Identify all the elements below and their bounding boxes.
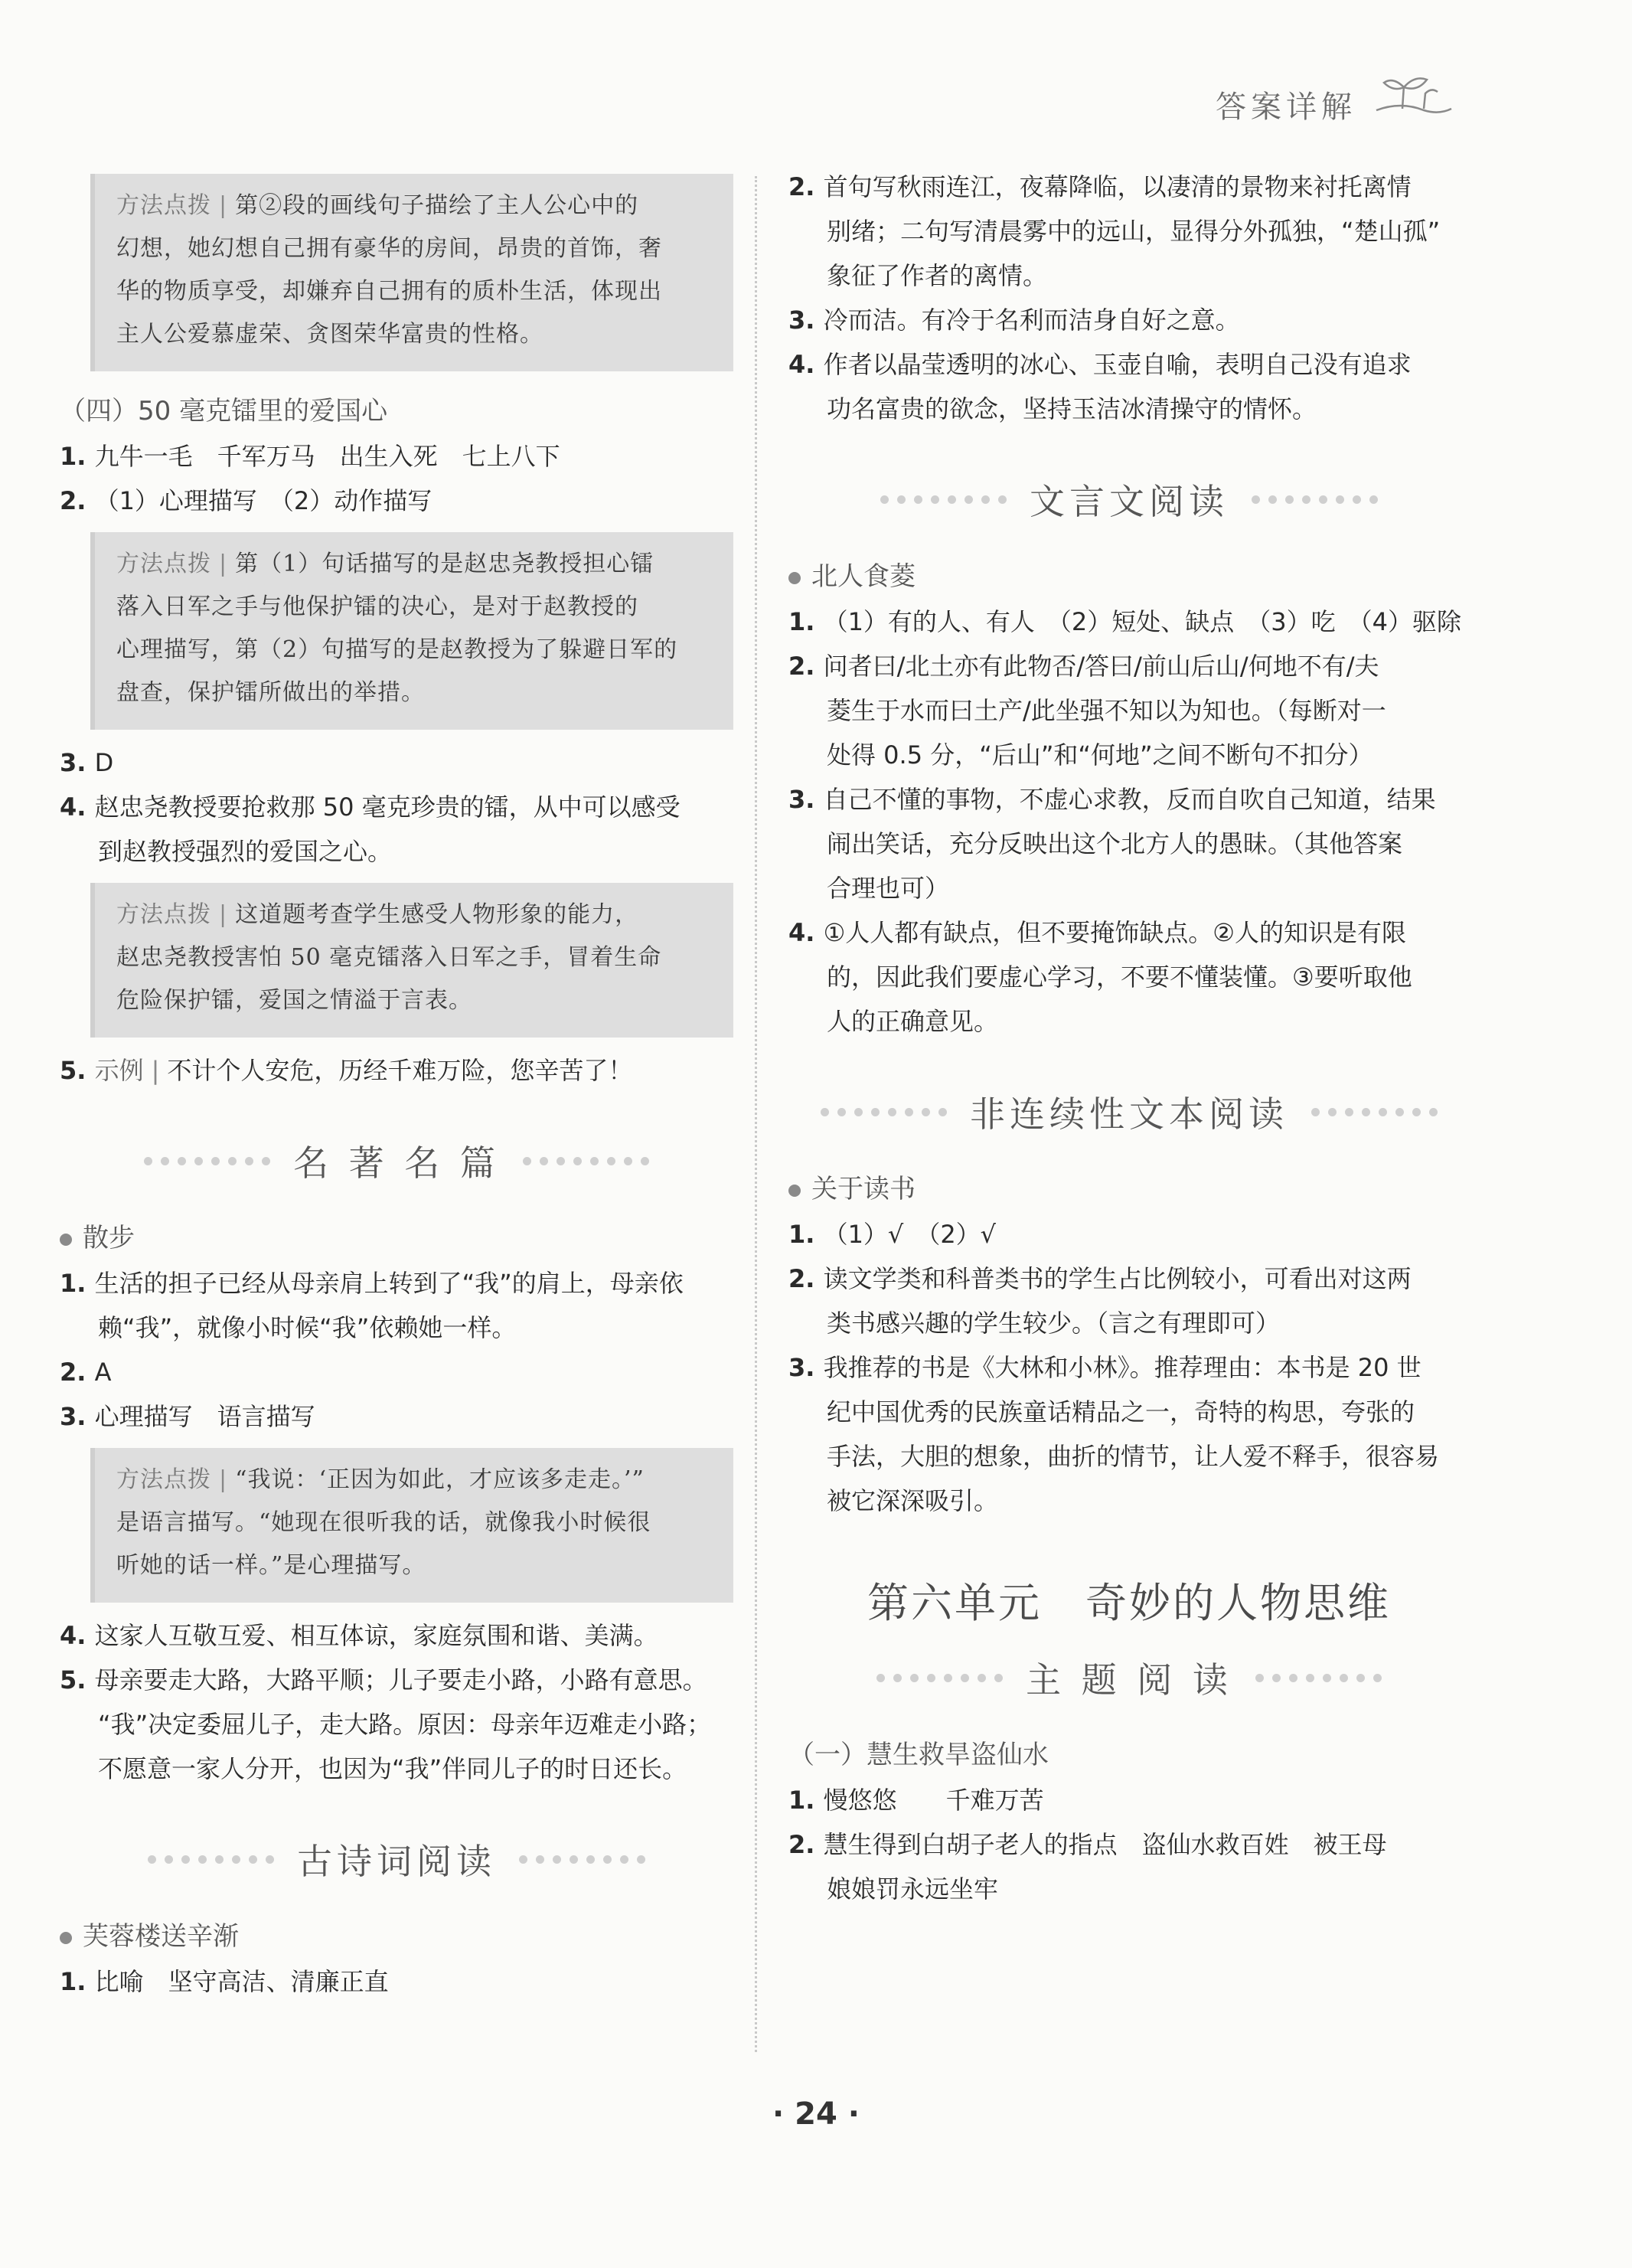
answer-item: 1. 慢悠悠 千难万苦 (788, 1786, 1044, 1815)
section-title: 名 著 名 篇 (293, 1142, 500, 1184)
example-label: 示例 (94, 1056, 144, 1085)
column-divider (755, 176, 757, 2052)
answer-item: 4. ①人人都有缺点，但不要掩饰缺点。②人的知识是有限 (788, 918, 1406, 947)
answer-item: 3. 我推荐的书是《大林和小林》。推荐理由：本书是 20 世 (788, 1353, 1421, 1382)
answer-item: 4. 赵忠尧教授要抢救那 50 毫克珍贵的镭，从中可以感受 (60, 792, 681, 822)
answer-item: 1. （1）有的人、有人 （2）短处、缺点 （3）吃 （4）驱除 (788, 607, 1462, 636)
right-column (788, 165, 1470, 2023)
section-title: 主 题 阅 读 (1026, 1659, 1232, 1701)
dots-decoration (519, 1855, 645, 1864)
bullet-icon (60, 1932, 72, 1944)
answer-item-continued: 别绪；二句写清晨雾中的远山，显得分外孤独，“楚山孤” (827, 217, 1441, 246)
answer-item-continued: 功名富贵的欲念，坚持玉洁冰清操守的情怀。 (827, 394, 1317, 423)
answer-item: 4. 这家人互敬互爱、相互体谅，家庭氛围和谐、美满。 (60, 1621, 658, 1650)
answer-item-continued: 手法，大胆的想象，曲折的情节，让人爱不释手，很容易 (827, 1442, 1440, 1471)
subsection-title: （一）慧生救旱盗仙水 (788, 1740, 1049, 1770)
answer-item-continued: 纪中国优秀的民族童话精品之一，奇特的构思，夸张的 (827, 1397, 1415, 1426)
section-title: 古诗词阅读 (297, 1841, 496, 1882)
subsection-title: 散步 (60, 1215, 733, 1261)
header-title: 答案详解 (1216, 90, 1356, 125)
answer-item: 2. 首句写秋雨连江，夜幕降临，以凄清的景物来衬托离情 (788, 172, 1412, 201)
answer-item: 2. 问者曰/北土亦有此物否/答曰/前山后山/何地不有/夫 (788, 652, 1379, 681)
bullet-icon (60, 1234, 72, 1246)
page-number: · 24 · (772, 2096, 860, 2132)
dots-decoration (880, 495, 1007, 504)
dots-decoration (148, 1855, 274, 1864)
dots-decoration (876, 1674, 1003, 1682)
section-title: 非连续性文本阅读 (970, 1093, 1288, 1135)
dots-decoration (1252, 495, 1378, 504)
answer-item-continued: 闹出笑话，充分反映出这个北方人的愚昧。（其他答案 (827, 829, 1403, 858)
method-tip: 方法点拨 | 这道题考查学生感受人物形象的能力， 赵忠尧教授害怕 50 毫克镭落入日军之手，冒着生命 危险保护镭，爱国之情溢于言表。 (90, 883, 733, 1038)
answer-item-continued: 被它深深吸引。 (827, 1486, 999, 1515)
answer-item-continued: 合理也可） (827, 874, 950, 903)
answer-item-continued: 类书感兴趣的学生较少。（言之有理即可） (827, 1309, 1281, 1338)
answer-item: 1. （1）√ （2）√ (788, 1220, 997, 1249)
method-tip: 方法点拨 | 第（1）句话描写的是赵忠尧教授担心镭 落入日军之手与他保护镭的决心，是对于赵教授的 心理描写，第（2）句描写的是赵教授为了躲避日军的 盘查，保护镭所做出的举措。 (90, 532, 733, 730)
answer-item-continued: 到赵教授强烈的爱国之心。 (98, 837, 393, 866)
answer-item: 1. 比喻 坚守高洁、清廉正直 (60, 1967, 389, 1996)
answer-item: 5. 母亲要走大路，大路平顺；儿子要走小路，小路有意思。 (60, 1665, 707, 1694)
section-heading (788, 1087, 1470, 1137)
answer-item: 1. 九牛一毛 千军万马 出生入死 七上八下 (60, 442, 560, 471)
answer-item-continued: 赖“我”，就像小时候“我”依赖她一样。 (98, 1313, 517, 1342)
bullet-icon (788, 1185, 801, 1197)
sprout-icon (1370, 70, 1454, 124)
answer-item-continued: 的，因此我们要虚心学习，不要不懂装懂。③要听取他 (827, 962, 1412, 992)
left-column (60, 165, 733, 2023)
answer-item: 2. 慧生得到白胡子老人的指点 盗仙水救百姓 被王母 (788, 1830, 1387, 1859)
answer-item-continued: 人的正确意见。 (827, 1007, 999, 1036)
answer-item-continued: 象征了作者的离情。 (827, 261, 1048, 290)
answer-item: 3. D (60, 748, 114, 777)
answer-item: 3. 心理描写 语言描写 (60, 1402, 315, 1431)
method-tip: 方法点拨 | “我说：‘正因为如此，才应该多走走。’” 是语言描写。“她现在很听我的话，就像我小时候很 听她的话一样。”是心理描写。 (90, 1448, 733, 1603)
subsection-title: 关于读书 (788, 1166, 1470, 1212)
section-title: 文言文阅读 (1030, 481, 1229, 522)
answer-item: 2. （1）心理描写 （2）动作描写 (60, 486, 432, 515)
method-tip: 方法点拨 | 第②段的画线句子描绘了主人公心中的 幻想，她幻想自己拥有豪华的房间，昂贵的首饰，奢 华的物质享受，却嫌弃自己拥有的质朴生活，体现出 主人公爱慕虚荣、贪图荣华富贵的性格。 (90, 174, 733, 371)
answer-item-continued: 娘娘罚永远坐牢 (827, 1874, 999, 1904)
subsection-title: （四）50 毫克镭里的爱国心 (60, 396, 388, 426)
unit-title: 第六单元 奇妙的人物思维 (867, 1579, 1391, 1627)
dots-decoration (144, 1157, 270, 1165)
answer-item-continued: 菱生于水而曰土产/此坐强不知以为知也。（每断对一 (827, 696, 1386, 725)
answer-item-continued: “我”决定委屈儿子，走大路。原因：母亲年迈难走小路； (98, 1710, 712, 1739)
answer-item: 4. 作者以晶莹透明的冰心、玉壶自喻，表明自己没有追求 (788, 350, 1412, 379)
section-heading (788, 1652, 1470, 1703)
section-heading (788, 474, 1470, 525)
subsection-title: 北人食菱 (788, 554, 1470, 600)
answer-item: 2. 读文学类和科普类书的学生占比例较小，可看出对这两 (788, 1264, 1412, 1293)
subsection-title: 芙蓉楼送辛渐 (60, 1913, 733, 1959)
section-heading (60, 1136, 733, 1186)
answer-item: 2. A (60, 1358, 112, 1387)
answer-item: 1. 生活的担子已经从母亲肩上转到了“我”的肩上，母亲依 (60, 1269, 684, 1298)
answer-item: 3. 自己不懂的事物，不虚心求教，反而自吹自己知道，结果 (788, 785, 1436, 814)
answer-item-continued: 处得 0.5 分，“后山”和“何地”之间不断句不扣分） (827, 740, 1373, 770)
section-heading (60, 1834, 733, 1884)
answer-item: 5. 示例 | 不计个人安危，历经千难万险，您辛苦了！ (60, 1056, 633, 1085)
bullet-icon (788, 572, 801, 584)
dots-decoration (1255, 1674, 1382, 1682)
answer-item-continued: 不愿意一家人分开，也因为“我”伴同儿子的时日还长。 (98, 1754, 687, 1783)
dots-decoration (1311, 1108, 1438, 1116)
dots-decoration (821, 1108, 947, 1116)
dots-decoration (523, 1157, 649, 1165)
answer-item: 3. 冷而洁。有冷于名利而洁身自好之意。 (788, 306, 1240, 335)
